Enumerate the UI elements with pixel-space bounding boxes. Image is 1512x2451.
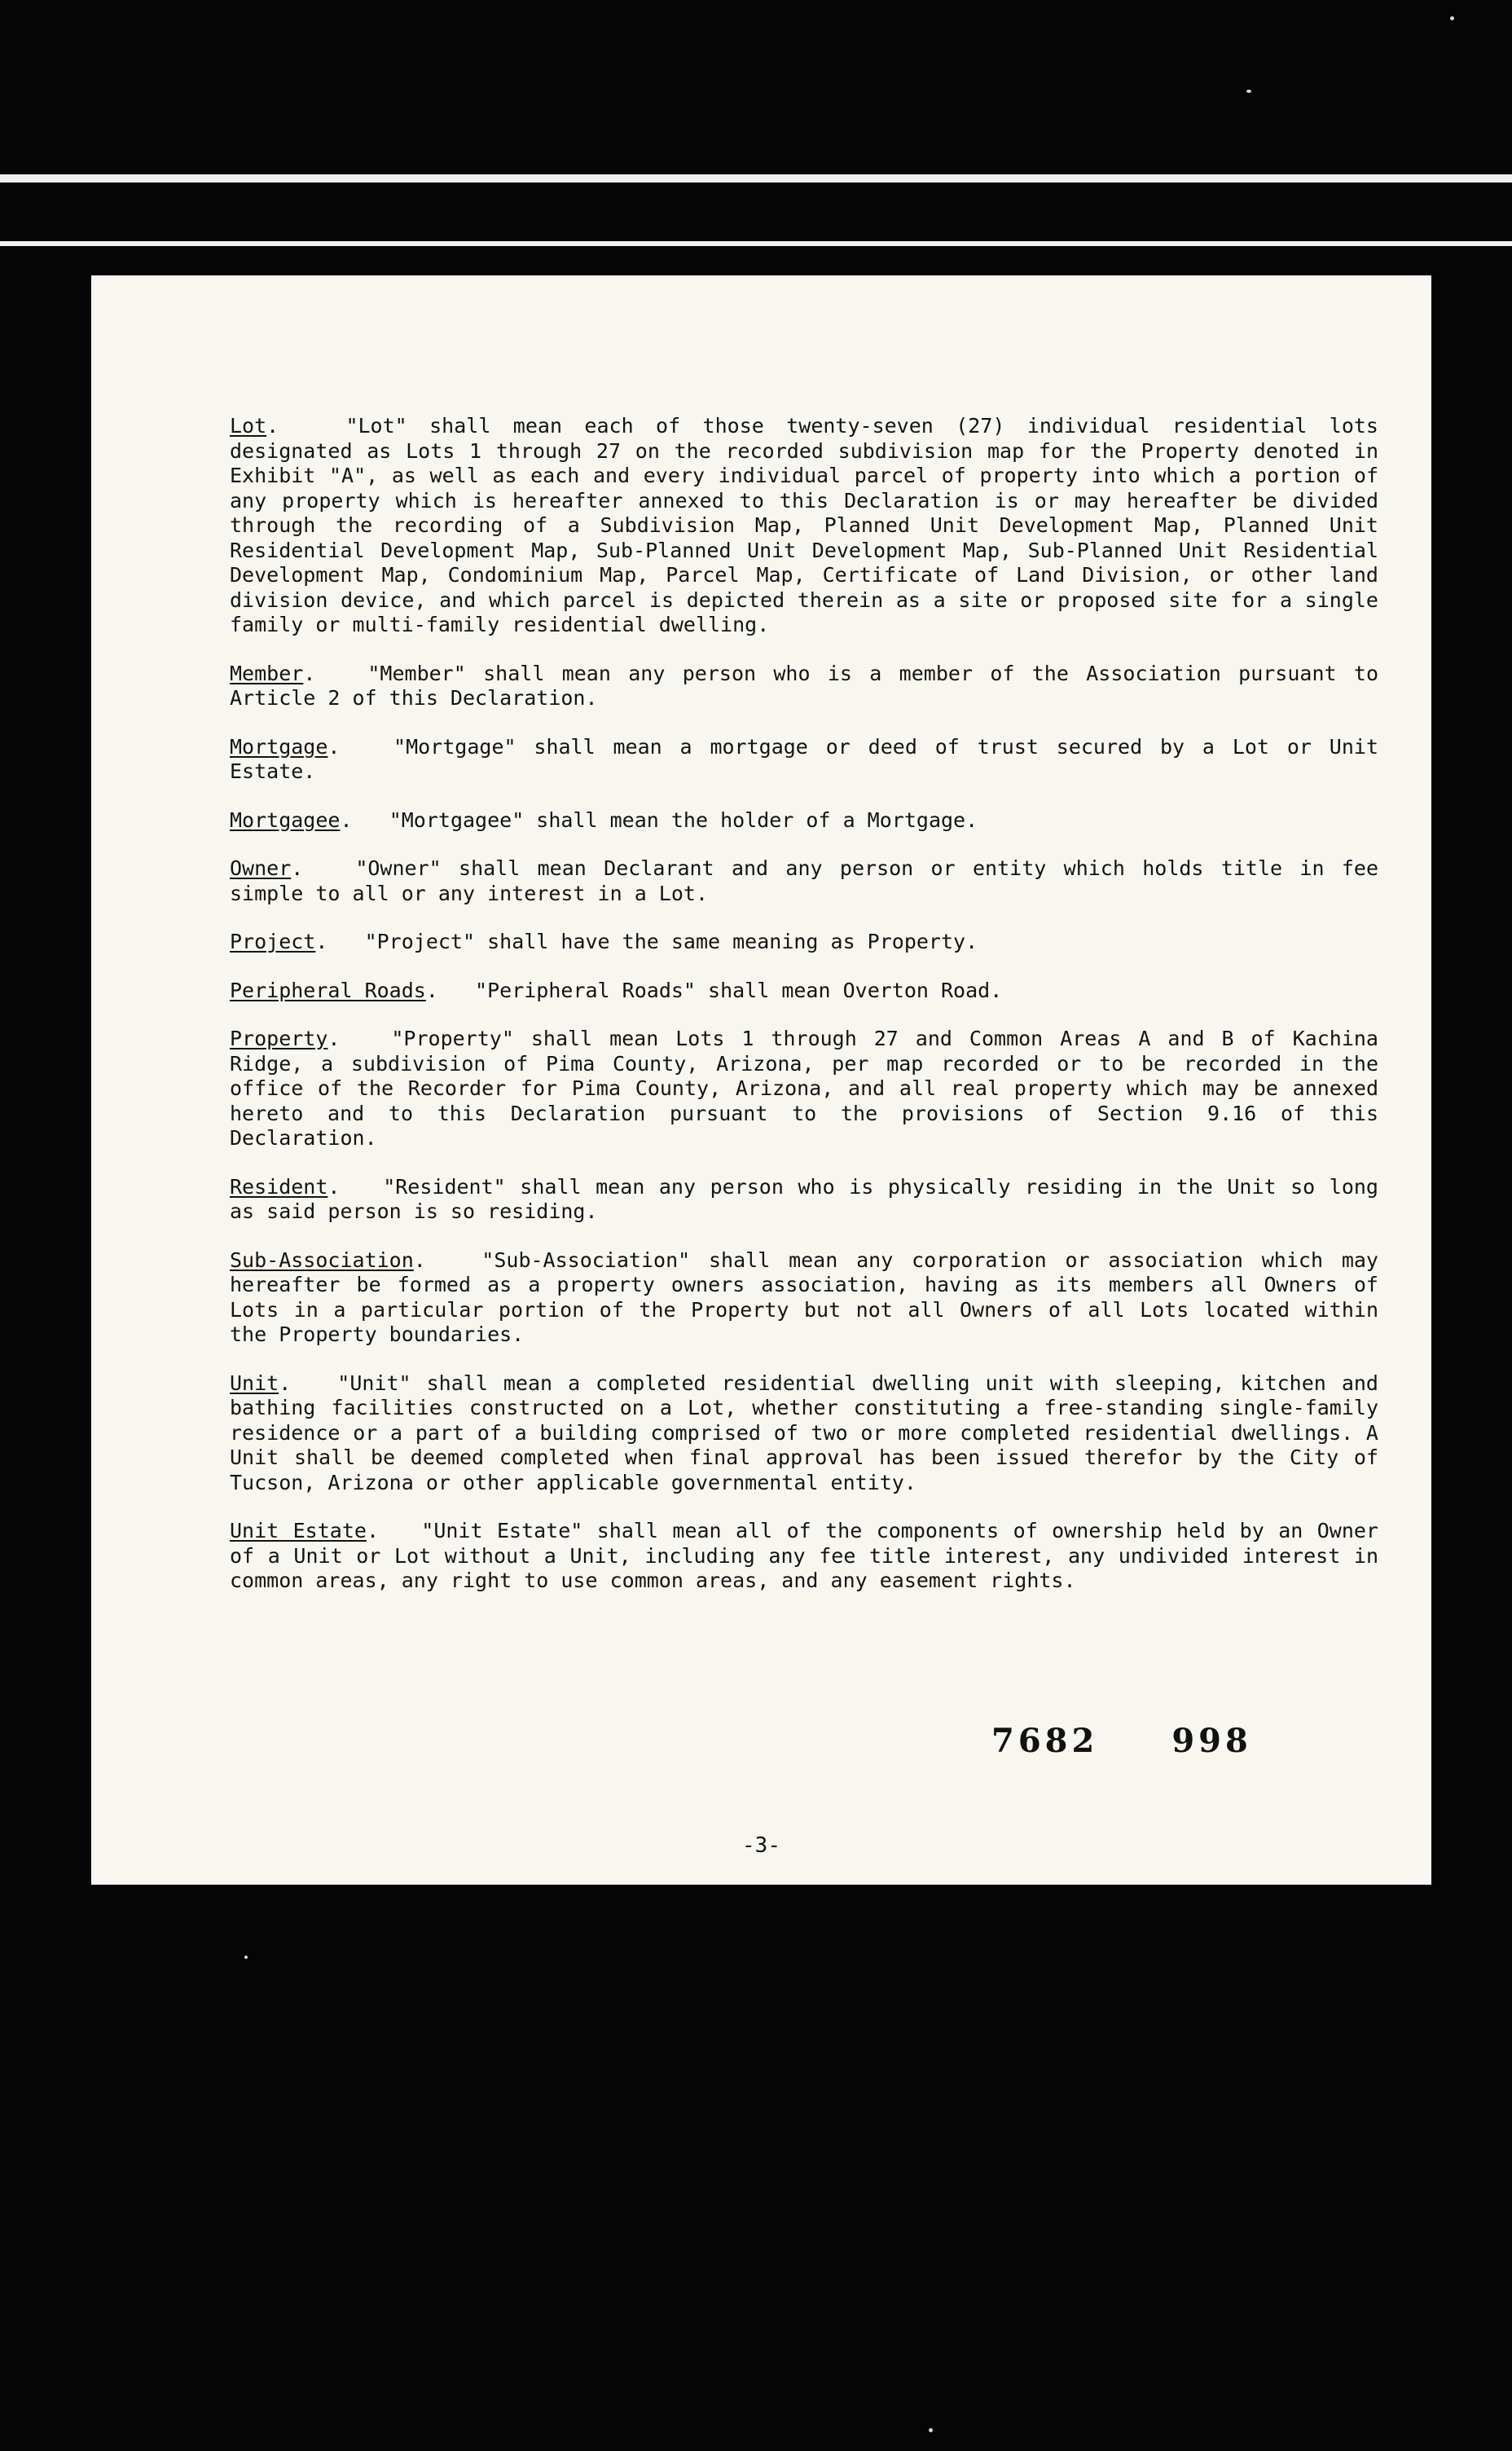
docket-number: 7682	[991, 1722, 1099, 1760]
definition-text: "Lot" shall mean each of those twenty-seven (27) individual residential lots designated as Lots 1 through 27 on the recorded subdivision map for the Property denoted in Exhibit "A", as well as each and every individual parcel of property into which a portion of any property which is hereafter annexed to this Declaration is or may hereafter be divided through the recording of a Subdivision Map, Planned Unit Development Map, Planned Unit Residential Development Map, Sub-Planned Unit Development Map, Sub-Planned Unit Residential Development Map, Condominium Map, Parcel Map, Certificate of Land Division, or other land division device, and which parcel is depicted therein as a site or proposed site for a single family or multi-family residential dwelling.	[230, 414, 1378, 636]
definition-text: "Resident" shall mean any person who is physically residing in the Unit so long as said person is so residing.	[230, 1174, 1378, 1223]
document-page	[91, 275, 1431, 1885]
definition-text: "Mortgage" shall mean a mortgage or deed of trust secured by a Lot or Unit Estate.	[230, 734, 1378, 783]
definition-entry	[230, 1175, 1378, 1225]
definition-text: "Member" shall mean any person who is a member of the Association pursuant to Article 2 of this Declaration.	[230, 661, 1378, 710]
term-separator: .	[327, 1174, 384, 1199]
definition-text: "Peripheral Roads" shall mean Overton Road.	[475, 978, 1003, 1002]
definition-text: "Unit Estate" shall mean all of the components of ownership held by an Owner of a Unit or Lot without a Unit, including any fee title interest, any undivided interest in common areas, any right to use common areas, and any easement rights.	[230, 1519, 1378, 1592]
term-separator: .	[413, 1248, 482, 1272]
definition-entry	[230, 979, 1378, 1004]
definitions-list	[230, 414, 1378, 1617]
definition-entry	[230, 662, 1378, 711]
definition-term: Mortgagee	[230, 807, 341, 832]
scan-speck	[1450, 16, 1454, 20]
definition-entry	[230, 856, 1378, 906]
definition-entry	[230, 1248, 1378, 1348]
page-reference-number: 998	[1171, 1722, 1252, 1760]
definition-text: "Owner" shall mean Declarant and any person or entity which holds title in fee simple to all or any interest in a Lot.	[230, 856, 1378, 905]
definition-term: Unit	[230, 1371, 279, 1395]
definition-entry	[230, 1027, 1378, 1151]
term-separator: .	[366, 1519, 422, 1542]
definition-entry	[230, 808, 1378, 834]
definition-term: Resident	[230, 1174, 328, 1199]
term-separator: .	[303, 661, 368, 685]
definition-term: Project	[230, 930, 316, 953]
term-separator: .	[340, 807, 389, 832]
definition-text: "Sub-Association" shall mean any corporation or association which may hereafter be formed as a property owners association, having as its members all Owners of Lots in a particular portion of the Property but not all Owners of all Lots located within the Property boundaries.	[230, 1248, 1378, 1346]
scan-speck	[929, 2428, 933, 2432]
term-separator: .	[279, 1371, 338, 1395]
definition-entry	[230, 735, 1378, 785]
definition-text: "Project" shall have the same meaning as Property.	[364, 930, 978, 953]
definition-term: Property	[230, 1027, 328, 1050]
scan-speck	[1246, 90, 1251, 93]
scan-border-line	[0, 174, 1512, 183]
definition-text: "Unit" shall mean a completed residential dwelling unit with sleeping, kitchen and bathing facilities constructed on a Lot, whether constituting a free-standing single-family residence or a part of a building comprised of two or more completed residential dwellings. A Unit shall be deemed completed when final approval has been issued therefor by the City of Tucson, Arizona or other applicable governmental entity.	[230, 1371, 1378, 1494]
definition-term: Owner	[230, 856, 292, 880]
recording-number	[991, 1722, 1325, 1760]
scan-border-line	[0, 241, 1512, 246]
definition-entry	[230, 930, 1378, 955]
definition-entry	[230, 1371, 1378, 1496]
definition-term: Mortgage	[230, 734, 328, 759]
term-separator: .	[291, 856, 356, 880]
term-separator: .	[315, 930, 365, 953]
page-number: -3-	[742, 1833, 780, 1858]
term-separator: .	[327, 1027, 392, 1050]
scan-speck	[244, 1956, 248, 1959]
term-separator: .	[266, 414, 346, 438]
definition-term: Member	[230, 661, 304, 685]
term-separator: .	[425, 978, 476, 1002]
term-separator: .	[327, 734, 394, 759]
definition-term: Peripheral Roads	[230, 978, 426, 1002]
definition-entry	[230, 1519, 1378, 1594]
definition-term: Sub-Association	[230, 1248, 414, 1272]
definition-text: "Mortgagee" shall mean the holder of a Mortgage.	[389, 807, 978, 832]
definition-term: Unit Estate	[230, 1519, 367, 1542]
definition-entry	[230, 414, 1378, 638]
definition-text: "Property" shall mean Lots 1 through 27 and Common Areas A and B of Kachina Ridge, a subdivision of Pima County, Arizona, per map recorded or to be recorded in the office of the Recorder for Pima County, Arizona, and all real property which may be annexed hereto and to this Declaration pursuant to the provisions of Section 9.16 of this Declaration.	[230, 1027, 1378, 1150]
definition-term: Lot	[230, 414, 267, 438]
